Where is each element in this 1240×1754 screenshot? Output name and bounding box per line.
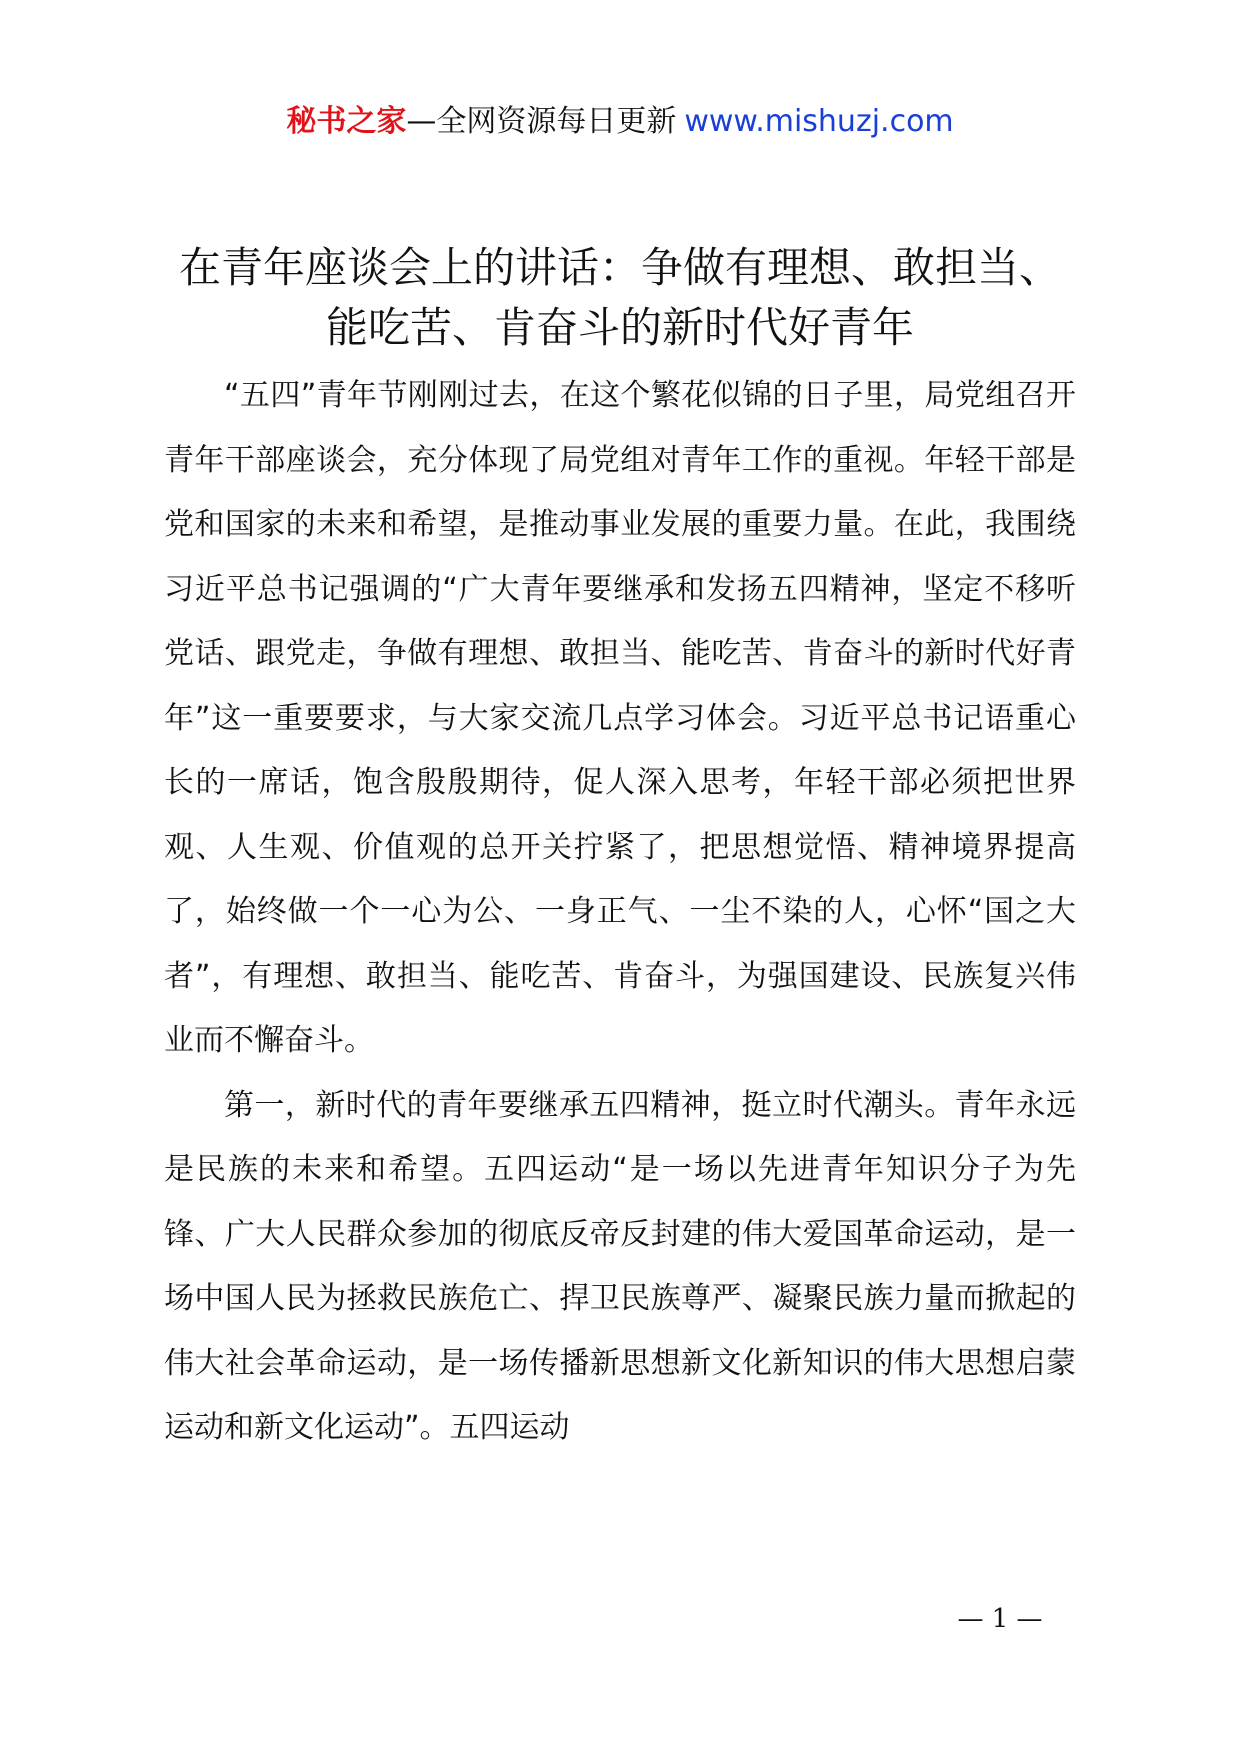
body-paragraph-2: 第一，新时代的青年要继承五四精神，挺立时代潮头。青年永远是民族的未来和希望。五四运动“是一场以先进青年知识分子为先锋、广大人民群众参加的彻底反帝反封建的伟大爱国革命运动，是一场中国人民为拯救民族危亡、捍卫民族尊严、凝聚民族力量而掀起的伟大社会革命运动，是一场传播新思想新文化新知识的伟大思想启蒙运动和新文化运动”。五四运动	[164, 1087, 1076, 1445]
page-number: — 1 —	[957, 1604, 1043, 1634]
document-title	[120, 238, 1120, 358]
site-brand: 秘书之家	[286, 104, 407, 139]
document-body	[164, 364, 1076, 1461]
title-line-2: 能吃苦、肯奋斗的新时代好青年	[325, 303, 914, 352]
title-line-1: 在青年座谈会上的讲话：争做有理想、敢担当、	[178, 243, 1061, 292]
site-tagline: —全网资源每日更新	[406, 104, 677, 139]
site-url-link[interactable]: www.mishuzj.com	[684, 104, 954, 139]
site-header	[0, 102, 1240, 142]
body-paragraph-1: “五四”青年节刚刚过去，在这个繁花似锦的日子里，局党组召开青年干部座谈会，充分体现了局党组对青年工作的重视。年轻干部是党和国家的未来和希望，是推动事业发展的重要力量。在此，我围绕习近平总书记强调的“广大青年要继承和发扬五四精神，坚定不移听党话、跟党走，争做有理想、敢担当、能吃苦、肯奋斗的新时代好青年”这一重要要求，与大家交流几点学习体会。习近平总书记语重心长的一席话，饱含殷殷期待，促人深入思考，年轻干部必须把世界观、人生观、价值观的总开关拧紧了，把思想觉悟、精神境界提高了，始终做一个一心为公、一身正气、一尘不染的人，心怀“国之大者”，有理想、敢担当、能吃苦、肯奋斗，为强国建设、民族复兴伟业而不懈奋斗。	[164, 378, 1076, 1058]
